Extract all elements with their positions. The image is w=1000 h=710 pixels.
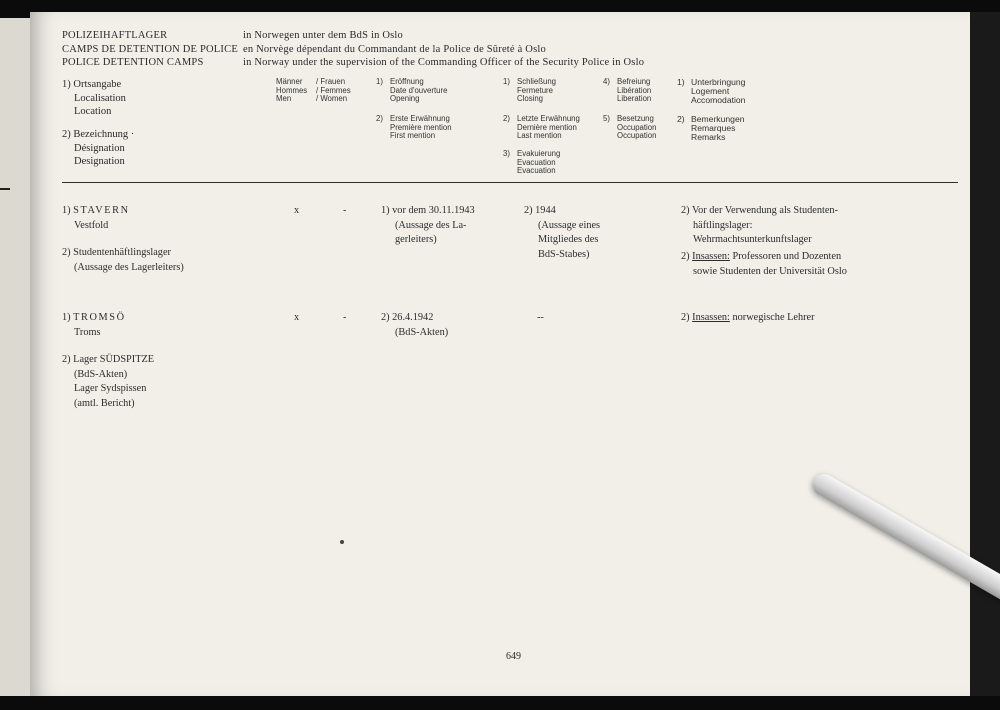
- legend-liberation-num: 4): [603, 77, 610, 86]
- legend-opening-num: 1): [376, 77, 383, 86]
- legend-first-mention: Erste Erwähnung Première mention First mention: [390, 114, 452, 141]
- legend-last-num: 2): [503, 114, 510, 123]
- legend-men: Männer Hommes Men: [276, 77, 308, 104]
- header-divider: [62, 182, 958, 183]
- page-number: 649: [506, 651, 521, 662]
- legend-location: 1) Ortsangabe Localisation Location: [62, 79, 126, 117]
- entry-designation: 2) Lager SÜDSPITZE (BdS-Akten) Lager Sydspissen (amtl. Bericht): [62, 354, 155, 409]
- title-german: POLIZEIHAFTLAGER: [62, 30, 168, 41]
- legend-evacuation: Evakuierung Evacuation Evacuation: [517, 149, 561, 176]
- entry-location: 1) TROMSÖ Troms: [62, 312, 126, 338]
- legend-occupation: Besetzung Occupation Occupation: [617, 114, 657, 141]
- document-page: [30, 12, 970, 696]
- subtitle-french: en Norvège dépendant du Commandant de la Police de Sûreté à Oslo: [243, 44, 546, 55]
- title-french: CAMPS DE DETENTION DE POLICE: [62, 44, 238, 55]
- legend-first-num: 2): [376, 114, 383, 123]
- entry-remarks: 2) Vor der Verwendung als Studenten- häftlingslager: Wehrmachtsunterkunftslager: [681, 205, 839, 245]
- subtitle-english: in Norway under the supervision of the Commanding Officer of the Security Police in Oslo: [243, 57, 645, 68]
- title-english: POLICE DETENTION CAMPS: [62, 57, 204, 68]
- legend-occupation-num: 5): [603, 114, 610, 123]
- entry-opening: 2) 26.4.1942 (BdS-Akten): [381, 312, 449, 338]
- previous-page-edge: [0, 18, 30, 696]
- legend-opening: Eröffnung Date d'ouverture Opening: [390, 77, 448, 104]
- page-marker: [0, 188, 10, 190]
- entry-inmates: 2) Insassen: Professoren und Dozenten sowie Studenten der Universität Oslo: [681, 251, 847, 277]
- women-mark: -: [343, 312, 347, 323]
- legend-remarks: Bemerkungen Remarques Remarks: [691, 114, 745, 143]
- entry-closing: --: [537, 312, 544, 323]
- men-mark: x: [294, 205, 300, 216]
- men-mark: x: [294, 312, 300, 323]
- legend-liberation: Befreiung Libération Liberation: [617, 77, 652, 104]
- entry-location: 1) STAVERN Vestfold: [62, 205, 130, 231]
- legend-last-mention: Letzte Erwähnung Dernière mention Last mention: [517, 114, 580, 141]
- women-mark: -: [343, 205, 347, 216]
- legend-remarks-num: 2): [677, 114, 685, 124]
- legend-closing: Schließung Fermeture Closing: [517, 77, 557, 104]
- entry-designation: 2) Studentenhäftlingslager (Aussage des Lagerleiters): [62, 247, 184, 273]
- legend-designation: 2) Bezeichnung · Désignation Designation: [62, 129, 135, 167]
- legend-accommodation-num: 1): [677, 77, 685, 87]
- entry-inmates: 2) Insassen: norwegische Lehrer: [681, 312, 815, 323]
- legend-closing-num: 1): [503, 77, 510, 86]
- ink-speck: [340, 540, 344, 544]
- legend-accommodation: Unterbringung Logement Accomodation: [691, 77, 746, 106]
- legend-evac-num: 3): [503, 149, 510, 158]
- legend-women: / Frauen / Femmes / Women: [316, 77, 351, 104]
- subtitle-german: in Norwegen unter dem BdS in Oslo: [243, 30, 403, 41]
- entry-closing: 2) 1944 (Aussage eines Mitgliedes des BdS-Stabes): [524, 205, 601, 260]
- entry-opening: 1) vor dem 30.11.1943 (Aussage des La- gerleiters): [381, 205, 475, 245]
